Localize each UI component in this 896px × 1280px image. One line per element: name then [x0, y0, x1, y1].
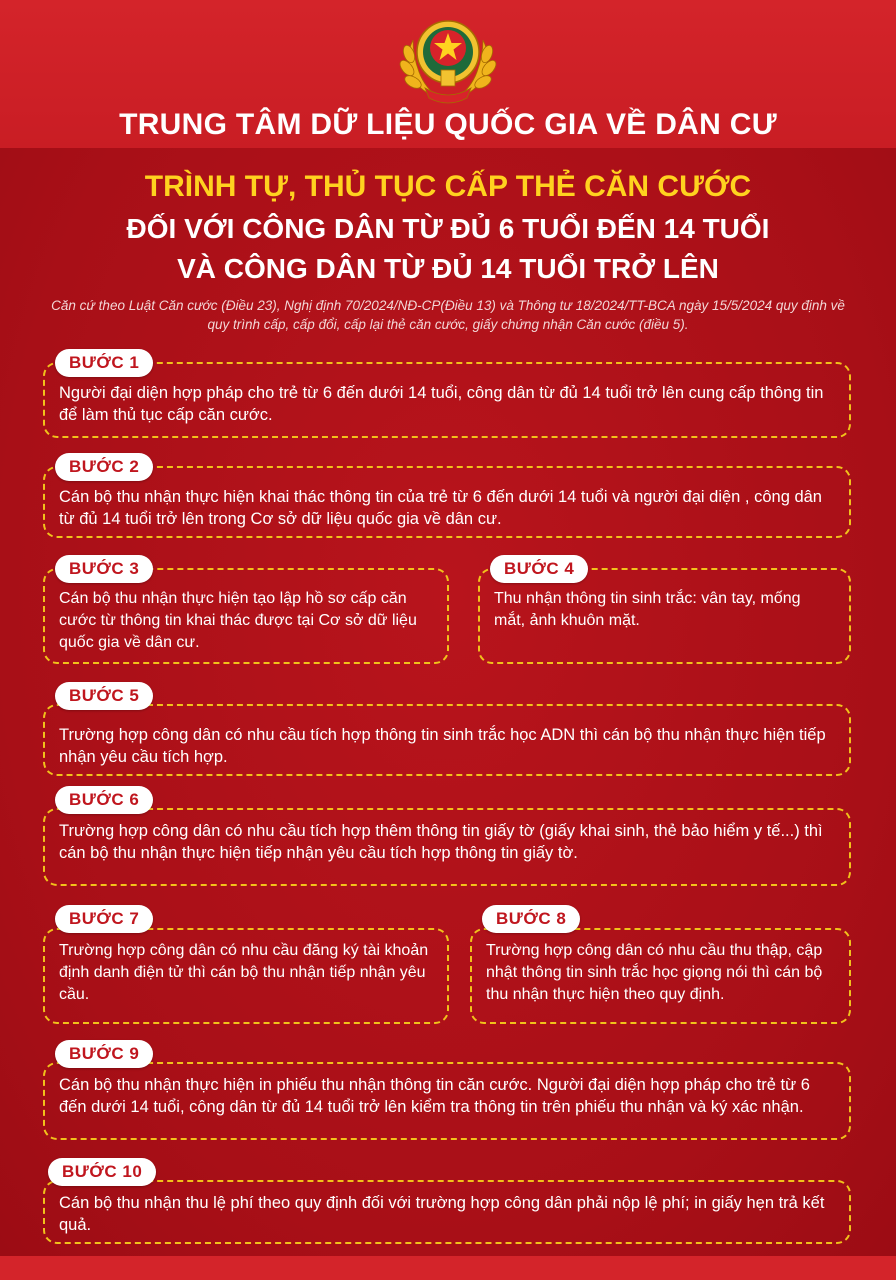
footer-band [0, 1256, 896, 1280]
step-4-label: BƯỚC 4 [490, 555, 588, 583]
step-6-label: BƯỚC 6 [55, 786, 153, 814]
step-3-text: Cán bộ thu nhận thực hiện tạo lập hồ sơ cấp căn cước từ thông tin khai thác được tại Cơ sở dữ liệu quốc gia về dân cư. [59, 590, 417, 651]
step-5-box [43, 704, 851, 776]
step-8-box [470, 928, 851, 1024]
step-9-text: Cán bộ thu nhận thực hiện in phiếu thu nhận thông tin căn cước. Người đại diện hợp pháp cho trẻ từ 6 đến dưới 14 tuổi, công dân từ đủ 14 tuổi trở lên kiểm tra thông tin trên phiếu thu nhận và ký xác nhận. [59, 1076, 810, 1116]
step-9-box [43, 1062, 851, 1140]
police-emblem-icon [395, 10, 501, 106]
step-3-label: BƯỚC 3 [55, 555, 153, 583]
step-1-label: BƯỚC 1 [55, 349, 153, 377]
step-7-box [43, 928, 449, 1024]
page-subtitle-line-1: ĐỐI VỚI CÔNG DÂN TỪ ĐỦ 6 TUỔI ĐẾN 14 TUỔI [126, 213, 770, 244]
step-2-text: Cán bộ thu nhận thực hiện khai thác thông tin của trẻ từ 6 đến dưới 14 tuổi và người đại diện , công dân từ đủ 14 tuổi trở lên trong Cơ sở dữ liệu quốc gia về dân cư. [59, 488, 822, 528]
step-5-label: BƯỚC 5 [55, 682, 153, 710]
step-10-text: Cán bộ thu nhận thu lệ phí theo quy định đối với trường hợp công dân phải nộp lệ phí; in giấy hẹn trả kết quả. [59, 1194, 825, 1234]
step-6-box [43, 808, 851, 886]
step-9-label: BƯỚC 9 [55, 1040, 153, 1068]
step-7-text: Trường hợp công dân có nhu cầu đăng ký tài khoản định danh điện tử thì cán bộ thu nhận tiếp nhận yêu cầu. [59, 942, 429, 1003]
step-10-box [43, 1180, 851, 1244]
step-1-box [43, 362, 851, 438]
page-title: TRÌNH TỰ, THỦ TỤC CẤP THẺ CĂN CƯỚC [144, 170, 752, 203]
organization-title: TRUNG TÂM DỮ LIỆU QUỐC GIA VỀ DÂN CƯ [119, 108, 777, 141]
page-subtitle-line-2: VÀ CÔNG DÂN TỪ ĐỦ 14 TUỔI TRỞ LÊN [177, 253, 719, 284]
step-2-box [43, 466, 851, 538]
step-8-text: Trường hợp công dân có nhu cầu thu thập, cập nhật thông tin sinh trắc học giọng nói thì cán bộ thu nhận thực hiện theo quy định. [486, 942, 823, 1003]
step-6-text: Trường hợp công dân có nhu cầu tích hợp thêm thông tin giấy tờ (giấy khai sinh, thẻ bảo hiểm y tế...) thì cán bộ thu nhận thực hiện tiếp nhận yêu cầu tích hợp thông tin giấy tờ. [59, 822, 823, 862]
step-4-text: Thu nhận thông tin sinh trắc: vân tay, mống mắt, ảnh khuôn mặt. [494, 590, 801, 629]
step-10-label: BƯỚC 10 [48, 1158, 156, 1186]
step-1-text: Người đại diện hợp pháp cho trẻ từ 6 đến dưới 14 tuổi, công dân từ đủ 14 tuổi trở lên cung cấp thông tin để làm thủ tục cấp căn cước. [59, 384, 824, 424]
legal-basis-note: Căn cứ theo Luật Căn cước (Điều 23), Nghị định 70/2024/NĐ-CP(Điều 13) và Thông tư 18/2024/TT-BCA ngày 15/5/2024 quy định về quy trình cấp, cấp đổi, cấp lại thẻ căn cước, giấy chứng nhận Căn cước (điều 5). [51, 298, 845, 332]
step-7-label: BƯỚC 7 [55, 905, 153, 933]
step-8-label: BƯỚC 8 [482, 905, 580, 933]
header-banner [0, 0, 896, 148]
step-2-label: BƯỚC 2 [55, 453, 153, 481]
step-5-text: Trường hợp công dân có nhu cầu tích hợp thông tin sinh trắc học ADN thì cán bộ thu nhận thực hiện tiếp nhận yêu cầu tích hợp. [59, 726, 826, 766]
